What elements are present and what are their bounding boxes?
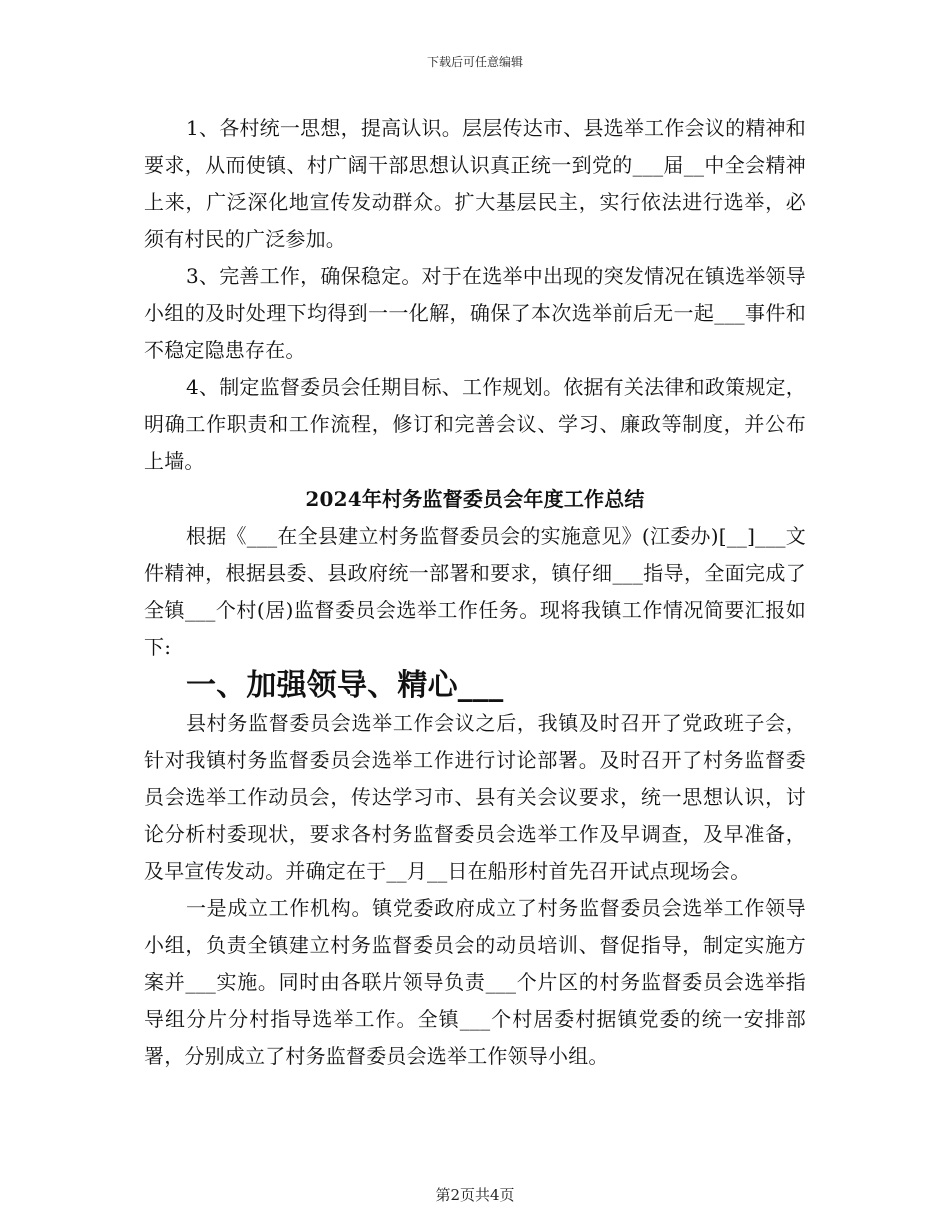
paragraph-item-1: 1、各村统一思想，提高认识。层层传达市、县选举工作会议的精神和要求，从而使镇、村广阔干部思想认识真正统一到党的___届__中全会精神上来，广泛深化地宣传发动群众。扩大基层民主，实行依法进行选举，必须有村民的广泛参加。: [144, 116, 806, 251]
paragraph-item-4: 4、制定监督委员会任期目标、工作规划。依据有关法律和政策规定，明确工作职责和工作流程，修订和完善会议、学习、廉政等制度，并公布上墙。: [144, 375, 806, 473]
section-heading: 一、加强领导、精心___: [186, 668, 504, 703]
document-title: 2024年村务监督委员会年度工作总结: [305, 487, 645, 511]
document-body: [144, 110, 806, 1075]
body-paragraph-1: 县村务监督委员会选举工作会议之后，我镇及时召开了党政班子会，针对我镇村务监督委员会选举工作进行讨论部署。及时召开了村务监督委员会选举工作动员会，传达学习市、县有关会议要求，统一思想认识，讨论分析村委现状，要求各村务监督委员会选举工作及早调查，及早准备，及早宣传发动。并确定在于__月__日在船形村首先召开试点现场会。: [144, 711, 806, 883]
page-footer: 第2页共4页: [435, 1186, 515, 1204]
page-header: 下载后可任意编辑: [426, 55, 523, 69]
paragraph-item-3: 3、完善工作，确保稳定。对于在选举中出现的突发情况在镇选举领导小组的及时处理下均得到一一化解，确保了本次选举前后无一起___事件和不稳定隐患存在。: [144, 264, 806, 362]
body-paragraph-2: 一是成立工作机构。镇党委政府成立了村务监督委员会选举工作领导小组，负责全镇建立村务监督委员会的动员培训、督促指导，制定实施方案并___实施。同时由各联片领导负责___个片区的村务监督委员会选举指导组分片分村指导选举工作。全镇___个村居委村据镇党委的统一安排部署，分别成立了村务监督委员会选举工作领导小组。: [144, 896, 806, 1068]
intro-paragraph: 根据《___在全县建立村务监督委员会的实施意见》(江委办)[__]___文件精神，根据县委、县政府统一部署和要求，镇仔细___指导，全面完成了全镇___个村(居)监督委员会选举工作任务。现将我镇工作情况简要汇报如下:: [144, 524, 806, 659]
